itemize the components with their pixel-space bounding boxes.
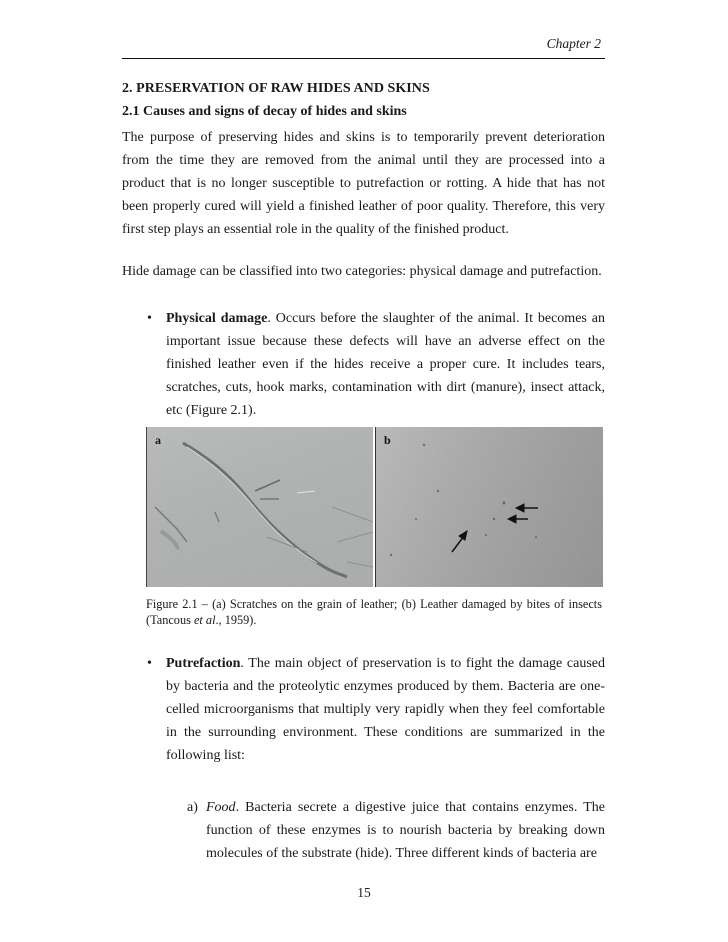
page-number: 15: [357, 885, 371, 900]
sublist-label: a): [187, 800, 198, 815]
bullet-term: Physical damage: [166, 311, 268, 326]
figure-panel-b-insect-bites: [375, 427, 603, 587]
header-rule: [122, 58, 605, 59]
sublist-text: . Bacteria secrete a digestive juice that contains enzymes. The function of these enzymes is to nourish bacteria by breaking down molecules of the substrate (hide). Three different kinds of bacteria are: [206, 800, 605, 861]
intro-paragraph: The purpose of preserving hides and skins is to temporarily prevent deterioration from the time they are removed from the animal until they are processed into a product that is no longer susceptible to putrefaction or rotting. A hide that has not been properly cured will yield a finished leather of poor quality. Therefore, this very first step plays an essential role in the quality of the finished product.: [122, 130, 605, 237]
bullet-marker: •: [147, 311, 152, 326]
bullet-putrefaction: [166, 652, 605, 767]
bullet-physical-damage: [166, 307, 605, 422]
bullet-marker: •: [147, 656, 152, 671]
bullet-term: Putrefaction: [166, 656, 241, 671]
sublist-term: Food: [206, 800, 236, 815]
caption-text: Figure 2.1 – (a) Scratches on the grain of leather; (b) Leather damaged by bites of insects (Tancous: [146, 597, 602, 627]
running-header: Chapter 2: [546, 36, 601, 51]
figure-2-1: [146, 427, 602, 587]
sublist-item-food: [206, 796, 605, 865]
figure-caption: [146, 596, 602, 628]
classification-paragraph: Hide damage can be classified into two categories: physical damage and putrefaction.: [122, 264, 602, 279]
figure-panel-a-scratches: [146, 427, 373, 587]
panel-label-a: a: [155, 433, 161, 447]
bullet-text: . The main object of preservation is to fight the damage caused by bacteria and the proteolytic enzymes produced by them. Bacteria are one-celled microorganisms that multiply very rapidly when they feel comfortable in the surrounding environment. These conditions are summarized in the following list:: [166, 656, 605, 763]
bullet-text: . Occurs before the slaughter of the animal. It becomes an important issue because these defects will have an adverse effect on the finished leather even if the hides receive a proper cure. It includes tears, scratches, cuts, hook marks, contamination with dirt (manure), insect attack, etc (Figure 2.1).: [166, 311, 605, 418]
caption-end: ., 1959).: [215, 613, 257, 627]
section-heading: 2. PRESERVATION OF RAW HIDES AND SKINS: [122, 81, 430, 96]
insect-damage-image: [376, 427, 603, 587]
scratch-image: [147, 427, 373, 587]
panel-label-b: b: [384, 433, 391, 447]
caption-etal: et al: [193, 613, 216, 627]
subsection-heading: 2.1 Causes and signs of decay of hides and skins: [122, 104, 407, 119]
